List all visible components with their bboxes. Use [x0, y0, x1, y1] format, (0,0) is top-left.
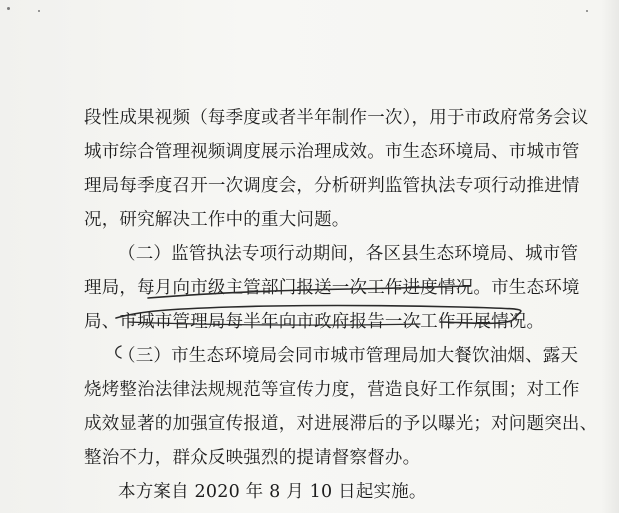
page-edge-shadow — [601, 0, 619, 513]
text-line: 况，研究解决工作中的重大问题。 — [84, 210, 350, 230]
text-line: （二）监管执法专项行动期间，各区县生态环境局、城市管 — [118, 244, 579, 264]
text-line: 理局每季度召开一次调度会，分析研判监管执法专项行动推进情 — [84, 176, 580, 196]
text-line: 局、市城市管理局每半年向市政府报告一次工作开展情况。 — [84, 312, 545, 332]
text-line: 城市综合管理视频调度展示治理成效。市生态环境局、市城市管 — [84, 142, 580, 162]
text-line: （三）市生态环境局会同市城市管理局加大餐饮油烟、露天 — [118, 346, 579, 366]
text-line: 成效显著的加强宣传报道，对进展滞后的予以曝光；对问题突出、 — [84, 414, 598, 434]
scan-speck — [7, 7, 10, 10]
text-line: 段性成果视频（每季度或者半年制作一次），用于市政府常务会议 — [84, 108, 589, 128]
scan-speck — [38, 10, 40, 12]
text-line: 整治不力，群众反映强烈的提请督察督办。 — [84, 448, 421, 468]
text-line: 理局，每月向市级主管部门报送一次工作进度情况。市生态环境 — [84, 278, 580, 298]
text-line: 本方案自 2020 年 8 月 10 日起实施。 — [118, 482, 427, 502]
scan-speck — [586, 10, 588, 12]
text-line: 烧烤整治法律法规规范等宣传力度，营造良好工作氛围；对工作 — [84, 380, 580, 400]
